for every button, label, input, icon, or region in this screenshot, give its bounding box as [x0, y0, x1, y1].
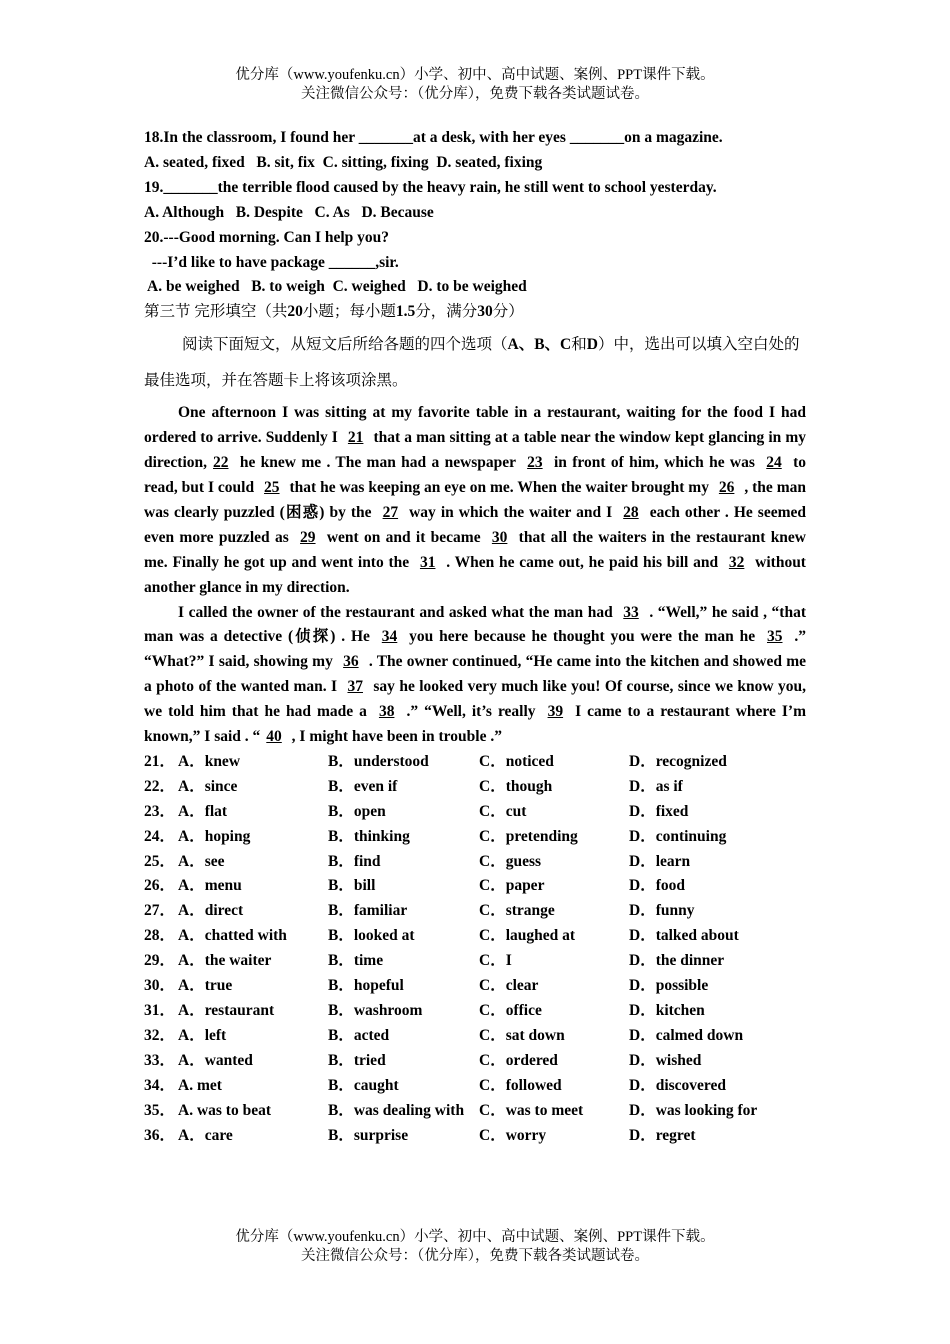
option-a: A．knew	[178, 752, 241, 770]
option-b: B．washroom	[328, 1002, 423, 1019]
question-20-line-2: ---I’d like to have package ______,sir.	[144, 253, 399, 271]
option-number: 32．	[144, 1026, 176, 1044]
option-number: 27．	[144, 902, 176, 920]
option-d: D．wished	[629, 1051, 702, 1069]
option-c: C．was to meet	[479, 1101, 584, 1119]
option-row	[144, 899, 806, 924]
option-a: A．left	[178, 1026, 227, 1044]
option-row	[144, 1074, 806, 1099]
option-c: C．pretending	[479, 827, 578, 845]
option-a: A．the waiter	[178, 952, 272, 970]
blank-22: 22	[213, 454, 229, 472]
option-a: A．hoping	[178, 827, 251, 845]
blank-34: 34	[381, 628, 398, 646]
option-b: B．surprise	[328, 1126, 409, 1144]
option-c: C．cut	[479, 802, 527, 820]
option-a: A．care	[178, 1126, 233, 1144]
option-row	[144, 1049, 806, 1074]
passage-text: say he looked very much like you! Of course, since we know you, we told him that he had made a	[144, 678, 807, 721]
option-row	[144, 1099, 806, 1124]
passage-text: I came to a restaurant where I’m known,” I said . “	[144, 703, 806, 746]
passage-text: each other . He seemed even more puzzled as	[144, 503, 806, 546]
passage-text: you here because he thought you were the man he	[403, 628, 761, 646]
option-d: D．was looking for	[629, 1101, 758, 1119]
option-d: D．the dinner	[629, 952, 725, 970]
passage-text: . The owner continued, “He came into the kitchen and showed me a photo of the wanted man. I	[144, 653, 806, 696]
option-number: 25．	[144, 852, 176, 870]
passage-text: . “Well,” he said , “that man was a detective (侦探) . He	[144, 603, 807, 646]
option-a: A．flat	[178, 802, 228, 820]
blank-36: 36	[343, 653, 359, 671]
option-a: A．since	[178, 777, 238, 795]
passage-text: he knew me . The man had a newspaper	[234, 454, 522, 472]
passage-text: .” “Well, it’s really	[400, 703, 542, 721]
section-title-text: 第三节 完形填空（共	[144, 303, 288, 321]
question-20-options: A. be weighed B. to weigh C. weighed D. to be weighed	[144, 278, 527, 296]
header-line-2: 关注微信公众号：（优分库），免费下载各类试题试卷。	[301, 86, 649, 102]
option-d: D．discovered	[629, 1076, 727, 1094]
cloze-options	[144, 750, 806, 1149]
option-a: A．wanted	[178, 1051, 253, 1069]
option-c: C．worry	[479, 1126, 547, 1144]
page-footer	[0, 1228, 950, 1266]
passage-text: that a man sitting at a table near the window kept glancing in my direction,	[144, 429, 806, 472]
option-b: B．acted	[328, 1026, 390, 1044]
option-c: C．though	[479, 777, 553, 795]
option-d: D．continuing	[629, 827, 727, 845]
option-number: 35．	[144, 1101, 176, 1119]
option-number: 28．	[144, 927, 176, 945]
blank-26: 26	[718, 478, 735, 496]
passage-text: that all the waiters in the restaurant knew me. Finally he got up and went into the	[144, 528, 807, 571]
option-b: B．open	[328, 802, 386, 820]
option-d: D．calmed down	[629, 1026, 744, 1044]
option-number: 33．	[144, 1051, 176, 1069]
option-a: A．direct	[178, 902, 244, 920]
section-title-points: 1.5	[395, 303, 416, 321]
option-number: 29．	[144, 952, 176, 970]
option-a: A. was to beat	[178, 1101, 271, 1119]
option-a: A．menu	[178, 877, 242, 895]
blank-23: 23	[527, 454, 543, 472]
option-number: 36．	[144, 1126, 176, 1144]
option-row	[144, 1124, 806, 1149]
option-c: C．followed	[479, 1076, 562, 1094]
blank-33: 33	[623, 603, 639, 621]
option-row	[144, 974, 806, 999]
option-d: D．food	[629, 877, 685, 895]
blank-40: 40	[266, 728, 282, 746]
blank-25: 25	[264, 478, 280, 496]
blank-37: 37	[347, 678, 363, 696]
footer-line-2: 关注微信公众号：（优分库），免费下载各类试题试卷。	[301, 1248, 649, 1264]
passage-text: . When he came out, he paid his bill and	[441, 553, 723, 571]
blank-21: 21	[347, 429, 364, 447]
option-a: A．restaurant	[178, 1002, 275, 1019]
option-b: B．understood	[328, 752, 429, 770]
passage-paragraph-1	[144, 401, 806, 600]
option-d: D．kitchen	[629, 1002, 705, 1019]
passage-text: , I might have been in trouble .”	[287, 728, 502, 746]
option-row	[144, 999, 806, 1024]
option-d: D．regret	[629, 1126, 696, 1144]
option-b: B．looked at	[328, 927, 415, 945]
instr-text: 阅读下面短文，从短文后所给各题的四个选项（	[182, 336, 508, 354]
blank-31: 31	[419, 553, 436, 571]
passage-text: , the man was clearly puzzled (困惑) by the	[144, 478, 806, 521]
option-d: D．learn	[629, 852, 691, 870]
instr-letters: A、B、C	[507, 336, 572, 354]
option-number: 34．	[144, 1076, 176, 1094]
section-title-text: 分，满分	[415, 303, 478, 321]
passage-text: in front of him, which he was	[548, 454, 761, 472]
passage-text: to read, but I could	[144, 454, 806, 496]
option-row	[144, 800, 806, 825]
blank-32: 32	[728, 553, 745, 571]
option-number: 26．	[144, 877, 176, 895]
option-b: B．was dealing with	[328, 1101, 465, 1119]
option-c: C．laughed at	[479, 927, 576, 945]
option-b: B．tried	[328, 1051, 386, 1069]
passage-paragraph-2	[144, 601, 806, 750]
exam-content	[144, 126, 806, 1148]
option-row	[144, 775, 806, 800]
option-c: C．ordered	[479, 1051, 558, 1069]
option-b: B．even if	[328, 777, 398, 795]
footer-line-1: 优分库（www.youfenku.cn）小学、初中、高中试题、案例、PPT课件下载。	[235, 1229, 715, 1245]
passage-text: .” “What?” I said, showing my	[144, 628, 807, 671]
passage-text: way in which the waiter and I	[404, 503, 618, 521]
question-18: 18.In the classroom, I found her _______at a desk, with her eyes _______on a magazine.	[144, 129, 723, 146]
instr-letter-d: D	[586, 336, 598, 354]
instr-text: 和	[571, 336, 587, 354]
option-d: D．talked about	[629, 927, 739, 945]
blank-24: 24	[766, 454, 782, 472]
option-row	[144, 874, 806, 899]
option-a: A．see	[178, 852, 225, 870]
option-b: B．caught	[328, 1076, 399, 1094]
option-d: D．funny	[629, 902, 695, 920]
passage-text: I called the owner of the restaurant and asked what the man had	[178, 603, 618, 621]
blank-39: 39	[547, 703, 564, 721]
blank-35: 35	[767, 628, 783, 646]
blank-30: 30	[491, 528, 508, 546]
option-row	[144, 750, 806, 775]
section-instructions	[144, 327, 806, 399]
header-line-1: 优分库（www.youfenku.cn）小学、初中、高中试题、案例、PPT课件下载。	[235, 67, 715, 83]
option-number: 23．	[144, 802, 176, 820]
option-c: C．strange	[479, 902, 555, 920]
page-header	[0, 66, 950, 104]
option-row	[144, 949, 806, 974]
option-c: C．paper	[479, 877, 545, 895]
option-b: B．time	[328, 952, 384, 970]
option-b: B．find	[328, 852, 381, 870]
option-d: D．as if	[629, 777, 683, 795]
passage-text: One afternoon I was sitting at my favorite table in a restaurant, waiting for the food I had ordered to arrive. Suddenly I	[144, 404, 806, 447]
option-number: 21．	[144, 752, 176, 770]
section-title-text: 小题；每小题	[302, 303, 396, 321]
blank-28: 28	[623, 503, 639, 521]
option-number: 22．	[144, 777, 176, 795]
instr-text: ）中，选出可以填入空白处的最佳选项，并在答题卡上将该项涂黑。	[144, 336, 800, 390]
option-b: B．bill	[328, 877, 376, 895]
question-19: 19._______the terrible flood caused by the heavy rain, he still went to school yesterday.	[144, 178, 717, 196]
option-c: C．noticed	[479, 752, 554, 770]
passage-text: without another glance in my direction.	[144, 553, 806, 596]
section-title-total: 30	[477, 303, 493, 321]
option-row	[144, 825, 806, 850]
option-a: A. met	[178, 1076, 222, 1094]
option-c: C．office	[479, 1002, 542, 1019]
option-d: D．recognized	[629, 752, 727, 770]
passage-text: went on and it became	[321, 528, 486, 546]
section-title	[144, 300, 806, 325]
option-d: D．fixed	[629, 802, 689, 820]
option-c: C．clear	[479, 977, 539, 995]
option-a: A．chatted with	[178, 927, 287, 945]
option-row	[144, 924, 806, 949]
question-19-options: A. Although B. Despite C. As D. Because	[144, 203, 434, 221]
section-title-count: 20	[287, 303, 303, 321]
blank-29: 29	[300, 528, 316, 546]
passage-text: that he was keeping an eye on me. When the waiter brought my	[285, 478, 713, 496]
option-number: 31．	[144, 1002, 176, 1019]
question-20-line-1: 20.---Good morning. Can I help you?	[144, 228, 390, 246]
option-number: 24．	[144, 827, 176, 845]
option-a: A．true	[178, 977, 233, 995]
option-row	[144, 1024, 806, 1049]
option-b: B．thinking	[328, 827, 410, 845]
section-title-text: 分）	[492, 303, 524, 321]
option-row	[144, 850, 806, 875]
option-c: C．guess	[479, 852, 542, 870]
option-b: B．familiar	[328, 902, 408, 920]
option-number: 30．	[144, 977, 176, 995]
question-18-options: A. seated, fixed B. sit, fix C. sitting, fixing D. seated, fixing	[144, 153, 543, 171]
option-d: D．possible	[629, 977, 709, 995]
option-c: C．I	[479, 952, 512, 970]
option-c: C．sat down	[479, 1026, 565, 1044]
blank-27: 27	[382, 503, 399, 521]
option-b: B．hopeful	[328, 977, 404, 995]
blank-38: 38	[378, 703, 395, 721]
